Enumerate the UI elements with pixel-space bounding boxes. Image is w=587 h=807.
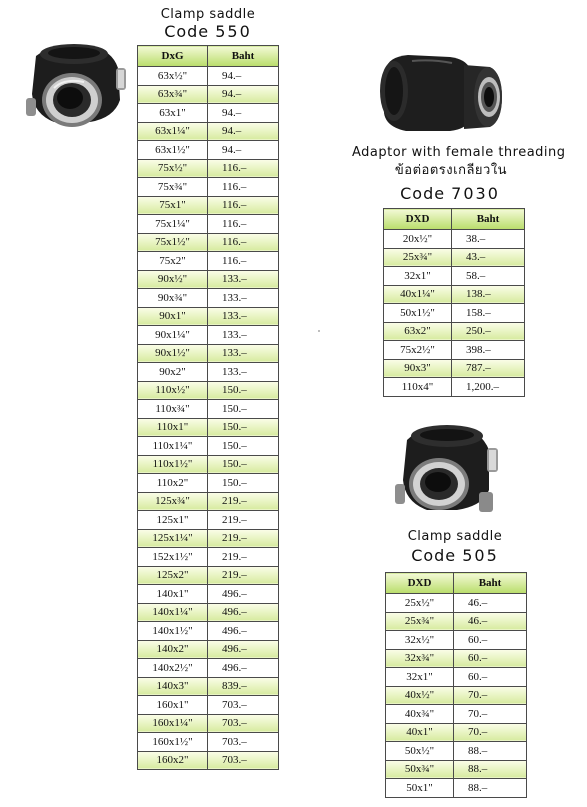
table-row — [138, 566, 279, 585]
price-cell: 150.– — [208, 474, 279, 493]
size-cell: 140x2" — [138, 640, 208, 659]
price-table-550 — [137, 45, 279, 770]
size-cell: 110x4" — [384, 378, 452, 397]
price-cell: 116.– — [208, 196, 279, 215]
price-cell: 150.– — [208, 400, 279, 419]
price-cell: 60.– — [454, 649, 527, 668]
table-row — [138, 85, 279, 104]
table-row — [384, 267, 525, 286]
table-row — [138, 326, 279, 345]
table-row — [138, 122, 279, 141]
column-header-size: DXD — [386, 573, 454, 594]
size-cell: 40x1" — [386, 723, 454, 742]
table-row — [138, 196, 279, 215]
table-row — [138, 455, 279, 474]
price-cell: 250.– — [452, 322, 525, 341]
size-cell: 63x2" — [384, 322, 452, 341]
table-row — [384, 378, 525, 397]
price-cell: 839.– — [208, 677, 279, 696]
size-cell: 63x1½" — [138, 141, 208, 160]
clamp-saddle-505-image — [393, 420, 505, 520]
price-cell: 158.– — [452, 304, 525, 323]
size-cell: 140x1½" — [138, 622, 208, 641]
size-cell: 125x2" — [138, 566, 208, 585]
size-cell: 160x1¼" — [138, 714, 208, 733]
size-cell: 40x1¼" — [384, 285, 452, 304]
price-cell: 116.– — [208, 233, 279, 252]
price-cell: 116.– — [208, 178, 279, 197]
table-row — [138, 381, 279, 400]
table-row — [138, 233, 279, 252]
size-cell: 75x1¼" — [138, 215, 208, 234]
table-row — [138, 400, 279, 419]
price-cell: 116.– — [208, 215, 279, 234]
size-cell: 90x1½" — [138, 344, 208, 363]
table-header-row — [386, 573, 527, 594]
price-cell: 496.– — [208, 585, 279, 604]
table-row — [138, 104, 279, 123]
price-cell: 150.– — [208, 381, 279, 400]
size-cell: 90x3" — [384, 359, 452, 378]
table-row — [138, 696, 279, 715]
size-cell: 125x1¼" — [138, 529, 208, 548]
table-row — [138, 289, 279, 308]
product-505-code — [390, 546, 520, 565]
price-cell: 496.– — [208, 640, 279, 659]
price-table-7030 — [383, 208, 525, 397]
price-cell: 703.– — [208, 733, 279, 752]
price-cell: 150.– — [208, 418, 279, 437]
size-cell: 90x½" — [138, 270, 208, 289]
table-row — [138, 178, 279, 197]
price-cell: 138.– — [452, 285, 525, 304]
price-table-505 — [385, 572, 527, 798]
size-cell: 50x1" — [386, 779, 454, 798]
size-cell: 110x2" — [138, 474, 208, 493]
price-cell: 133.– — [208, 289, 279, 308]
table-row — [138, 659, 279, 678]
size-cell: 90x2" — [138, 363, 208, 382]
table-row — [138, 418, 279, 437]
price-cell: 133.– — [208, 344, 279, 363]
table-row — [138, 363, 279, 382]
size-cell: 63x1" — [138, 104, 208, 123]
table-row — [386, 594, 527, 613]
price-cell: 70.– — [454, 723, 527, 742]
product-7030-title-en: Adaptor with female threading — [352, 145, 566, 160]
price-cell: 70.– — [454, 686, 527, 705]
table-row — [138, 474, 279, 493]
code-label: Code — [400, 184, 446, 203]
size-cell: 20x½" — [384, 230, 452, 249]
female-thread-adaptor-image — [372, 47, 512, 139]
size-cell: 63x½" — [138, 67, 208, 86]
column-header-size: DXD — [384, 209, 452, 230]
price-cell: 496.– — [208, 622, 279, 641]
table-row — [138, 252, 279, 271]
size-cell: 75x2½" — [384, 341, 452, 360]
table-row — [138, 751, 279, 770]
price-cell: 88.– — [454, 742, 527, 761]
size-cell: 160x2" — [138, 751, 208, 770]
price-cell: 703.– — [208, 696, 279, 715]
product-550-title: Clamp saddle — [160, 7, 256, 22]
price-cell: 703.– — [208, 751, 279, 770]
price-cell: 703.– — [208, 714, 279, 733]
size-cell: 110x1" — [138, 418, 208, 437]
table-row — [384, 359, 525, 378]
size-cell: 125x1" — [138, 511, 208, 530]
table-row — [386, 612, 527, 631]
table-row — [384, 248, 525, 267]
table-row — [138, 714, 279, 733]
size-cell: 152x1½" — [138, 548, 208, 567]
price-cell: 94.– — [208, 67, 279, 86]
table-row — [386, 779, 527, 798]
table-row — [138, 548, 279, 567]
table-row — [138, 733, 279, 752]
size-cell: 110x½" — [138, 381, 208, 400]
column-header-price: Baht — [208, 46, 279, 67]
table-row — [386, 649, 527, 668]
price-cell: 88.– — [454, 779, 527, 798]
size-cell: 125x¾" — [138, 492, 208, 511]
price-cell: 43.– — [452, 248, 525, 267]
table-row — [138, 529, 279, 548]
price-cell: 133.– — [208, 307, 279, 326]
product-505-title: Clamp saddle — [407, 529, 503, 544]
table-row — [138, 603, 279, 622]
table-row — [138, 492, 279, 511]
price-cell: 94.– — [208, 122, 279, 141]
size-cell: 75x1" — [138, 196, 208, 215]
table-row — [386, 760, 527, 779]
column-header-size: DxG — [138, 46, 208, 67]
price-cell: 60.– — [454, 631, 527, 650]
size-cell: 40x¾" — [386, 705, 454, 724]
table-row — [138, 622, 279, 641]
size-cell: 90x1" — [138, 307, 208, 326]
code-label: Code — [164, 22, 210, 41]
price-cell: 133.– — [208, 270, 279, 289]
table-row — [138, 307, 279, 326]
size-cell: 160x1½" — [138, 733, 208, 752]
size-cell: 140x1" — [138, 585, 208, 604]
product-550-code — [150, 22, 266, 41]
size-cell: 63x1¼" — [138, 122, 208, 141]
price-cell: 150.– — [208, 437, 279, 456]
code-number: 550 — [215, 22, 252, 41]
price-cell: 133.– — [208, 363, 279, 382]
table-header-row — [138, 46, 279, 67]
size-cell: 25x¾" — [384, 248, 452, 267]
size-cell: 110x¾" — [138, 400, 208, 419]
size-cell: 75x1½" — [138, 233, 208, 252]
price-cell: 58.– — [452, 267, 525, 286]
price-cell: 94.– — [208, 141, 279, 160]
size-cell: 32x1" — [386, 668, 454, 687]
table-row — [386, 631, 527, 650]
size-cell: 32x½" — [386, 631, 454, 650]
table-row — [138, 159, 279, 178]
size-cell: 75x½" — [138, 159, 208, 178]
size-cell: 32x1" — [384, 267, 452, 286]
size-cell: 110x1½" — [138, 455, 208, 474]
price-cell: 150.– — [208, 455, 279, 474]
size-cell: 90x1¼" — [138, 326, 208, 345]
table-row — [138, 437, 279, 456]
price-cell: 219.– — [208, 529, 279, 548]
price-cell: 46.– — [454, 594, 527, 613]
table-header-row — [384, 209, 525, 230]
table-row — [386, 705, 527, 724]
size-cell: 140x3" — [138, 677, 208, 696]
price-cell: 496.– — [208, 659, 279, 678]
price-cell: 787.– — [452, 359, 525, 378]
price-cell: 70.– — [454, 705, 527, 724]
price-cell: 219.– — [208, 548, 279, 567]
price-cell: 38.– — [452, 230, 525, 249]
table-row — [138, 270, 279, 289]
code-number: 505 — [462, 546, 499, 565]
size-cell: 110x1¼" — [138, 437, 208, 456]
size-cell: 140x1¼" — [138, 603, 208, 622]
price-cell: 94.– — [208, 85, 279, 104]
table-row — [384, 230, 525, 249]
size-cell: 140x2½" — [138, 659, 208, 678]
size-cell: 160x1" — [138, 696, 208, 715]
table-row — [384, 285, 525, 304]
size-cell: 32x¾" — [386, 649, 454, 668]
size-cell: 90x¾" — [138, 289, 208, 308]
table-row — [138, 677, 279, 696]
price-cell: 1,200.– — [452, 378, 525, 397]
table-row — [384, 341, 525, 360]
product-7030-title-th: ข้อต่อตรงเกลียวใน — [394, 163, 508, 178]
table-row — [384, 322, 525, 341]
price-cell: 219.– — [208, 566, 279, 585]
size-cell: 50x¾" — [386, 760, 454, 779]
table-row — [138, 67, 279, 86]
price-cell: 46.– — [454, 612, 527, 631]
price-cell: 116.– — [208, 159, 279, 178]
table-row — [138, 344, 279, 363]
column-header-price: Baht — [452, 209, 525, 230]
table-row — [384, 304, 525, 323]
price-cell: 60.– — [454, 668, 527, 687]
size-cell: 63x¾" — [138, 85, 208, 104]
code-label: Code — [411, 546, 457, 565]
table-row — [138, 215, 279, 234]
table-row — [138, 640, 279, 659]
table-row — [386, 686, 527, 705]
size-cell: 50x½" — [386, 742, 454, 761]
table-row — [138, 511, 279, 530]
size-cell: 25x¾" — [386, 612, 454, 631]
price-cell: 398.– — [452, 341, 525, 360]
size-cell: 25x½" — [386, 594, 454, 613]
product-7030-code — [370, 184, 530, 203]
price-cell: 133.– — [208, 326, 279, 345]
price-cell: 496.– — [208, 603, 279, 622]
table-row — [386, 723, 527, 742]
price-cell: 88.– — [454, 760, 527, 779]
size-cell: 75x¾" — [138, 178, 208, 197]
price-cell: 219.– — [208, 511, 279, 530]
size-cell: 50x1½" — [384, 304, 452, 323]
clamp-saddle-550-image — [24, 38, 134, 133]
decorative-dot — [318, 330, 320, 332]
table-row — [138, 141, 279, 160]
code-number: 7030 — [451, 184, 500, 203]
price-cell: 116.– — [208, 252, 279, 271]
table-row — [386, 668, 527, 687]
price-cell: 219.– — [208, 492, 279, 511]
table-row — [138, 585, 279, 604]
price-cell: 94.– — [208, 104, 279, 123]
table-row — [386, 742, 527, 761]
column-header-price: Baht — [454, 573, 527, 594]
size-cell: 75x2" — [138, 252, 208, 271]
size-cell: 40x½" — [386, 686, 454, 705]
